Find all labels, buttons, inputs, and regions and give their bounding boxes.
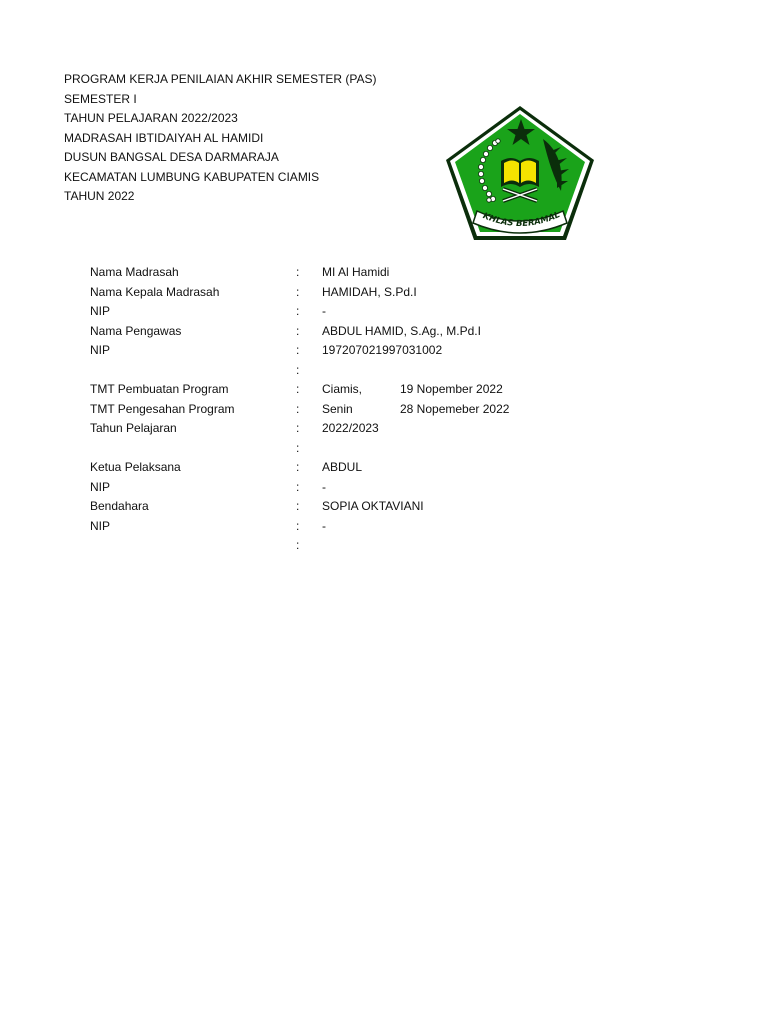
info-value: - (322, 518, 326, 533)
info-label: Ketua Pelaksana (90, 460, 181, 474)
info-value: - (322, 479, 326, 494)
info-row-nip-kepala (90, 302, 650, 322)
info-separator: : (296, 265, 300, 279)
info-value: Senin (322, 401, 353, 416)
info-row-nama-pengawas (90, 322, 650, 342)
info-separator: : (296, 304, 300, 318)
info-label: NIP (90, 479, 111, 494)
info-value: MI Al Hamidi (322, 265, 390, 279)
info-value: - (322, 304, 326, 318)
info-label: NIP (90, 343, 111, 357)
info-label: TMT Pembuatan Program (90, 382, 229, 396)
info-row-nama-madrasah (90, 263, 650, 283)
header-line-tahun: TAHUN 2022 (64, 189, 135, 203)
header-line-program: PROGRAM KERJA PENILAIAN AKHIR SEMESTER (PAS) (64, 72, 377, 86)
header-line-madrasah: MADRASAH IBTIDAIYAH AL HAMIDI (64, 130, 264, 145)
header-line-semester: SEMESTER I (64, 91, 137, 106)
info-label: Bendahara (90, 499, 149, 513)
emblem-motto: KHLAS BERAMAL (481, 209, 562, 230)
info-value: 197207021997031002 (322, 343, 443, 357)
program-info-table (90, 263, 650, 556)
info-row-tmt-pembuatan (90, 380, 650, 400)
info-separator: : (296, 362, 300, 377)
info-separator: : (296, 440, 300, 455)
info-separator: : (296, 460, 300, 474)
info-value: 2022/2023 (322, 421, 379, 435)
header-line-dusun: DUSUN BANGSAL DESA DARMARAJA (64, 150, 279, 164)
info-value-secondary: 19 Nopember 2022 (400, 382, 503, 396)
info-separator: : (296, 499, 300, 513)
info-separator: : (296, 323, 300, 338)
info-label: Nama Madrasah (90, 265, 179, 279)
info-row-tmt-pengesahan (90, 400, 650, 420)
info-label: NIP (90, 304, 111, 318)
info-label: Nama Kepala Madrasah (90, 284, 220, 299)
info-row-tahun-pelajaran (90, 419, 650, 439)
info-value: ABDUL HAMID, S.Ag., M.Pd.I (322, 323, 481, 338)
info-label: Tahun Pelajaran (90, 421, 177, 435)
info-separator: : (296, 518, 300, 533)
info-separator: : (296, 479, 300, 494)
info-row-nip-ketua (90, 478, 650, 498)
info-separator: : (296, 538, 300, 552)
info-value: Ciamis, (322, 382, 363, 396)
info-separator: : (296, 343, 300, 357)
info-separator: : (296, 284, 300, 299)
info-label: TMT Pengesahan Program (90, 401, 235, 416)
info-separator: : (296, 421, 300, 435)
info-row-blank-3 (90, 536, 650, 556)
info-row-blank-1 (90, 361, 650, 381)
info-separator: : (296, 382, 300, 396)
info-row-ketua-pelaksana (90, 458, 650, 478)
info-row-nip-bendahara (90, 517, 650, 537)
header-line-kecamatan: KECAMATAN LUMBUNG KABUPATEN CIAMIS (64, 169, 320, 184)
info-value: HAMIDAH, S.Pd.I (322, 284, 417, 299)
info-row-bendahara (90, 497, 650, 517)
header-line-tahun-pelajaran: TAHUN PELAJARAN 2022/2023 (64, 111, 238, 125)
document-header (64, 70, 377, 207)
info-row-nip-pengawas (90, 341, 650, 361)
info-label: NIP (90, 518, 111, 533)
info-row-blank-2 (90, 439, 650, 459)
info-value: SOPIA OKTAVIANI (322, 499, 424, 513)
info-label: Nama Pengawas (90, 323, 182, 338)
info-value: ABDUL (322, 460, 363, 474)
info-row-kepala-madrasah (90, 283, 650, 303)
info-value-secondary: 28 Nopemeber 2022 (400, 401, 510, 416)
info-separator: : (296, 401, 300, 416)
kemenag-emblem-icon (443, 103, 597, 243)
